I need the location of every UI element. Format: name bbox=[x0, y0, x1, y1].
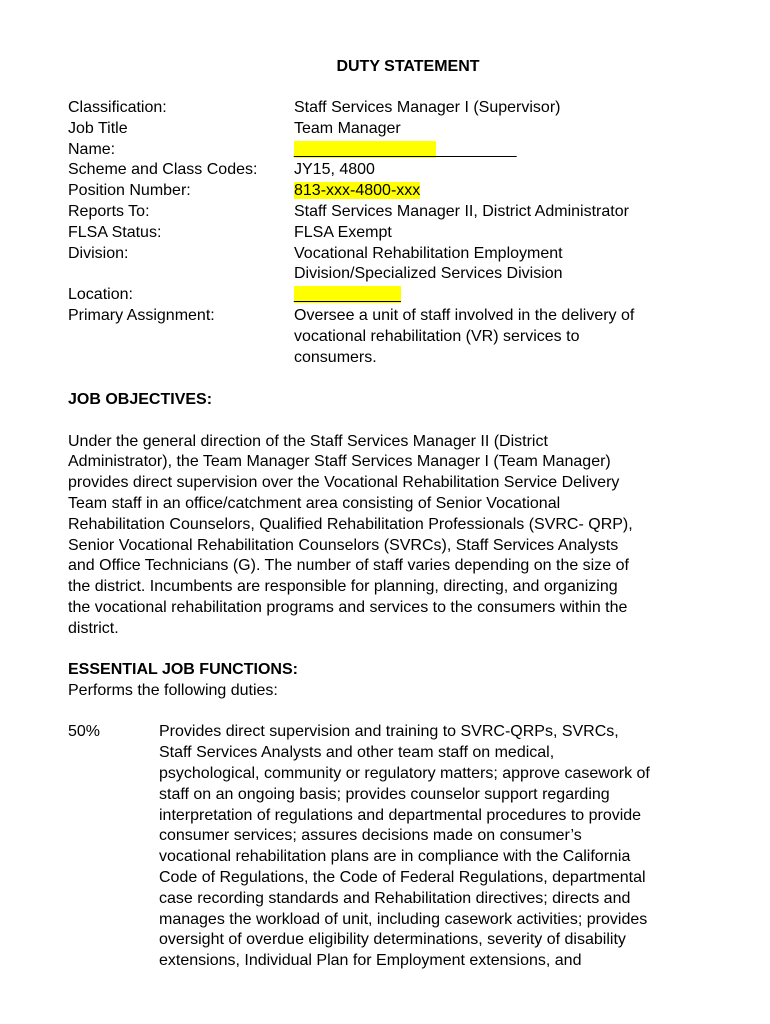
name-blank-rest: _________ bbox=[436, 140, 517, 158]
duty-percent: 50% bbox=[68, 723, 101, 741]
paragraph-line: and Office Technicians (G). The number of staff varies depending on the size of bbox=[68, 557, 629, 575]
location-blank: ____________ bbox=[294, 286, 401, 304]
field-value-cont: Division/Specialized Services Division bbox=[294, 265, 563, 283]
paragraph-line: district. bbox=[68, 619, 119, 637]
field-label: Reports To: bbox=[68, 202, 150, 220]
paragraph-line: provides direct supervision over the Vocational Rehabilitation Service Delivery bbox=[68, 474, 620, 492]
job-info-table bbox=[68, 98, 708, 368]
field-label: Scheme and Class Codes: bbox=[68, 161, 258, 179]
name-blank-highlighted: ________________ bbox=[294, 140, 437, 158]
field-value: FLSA Exempt bbox=[294, 223, 392, 241]
paragraph-line: Administrator), the Team Manager Staff Services Manager I (Team Manager) bbox=[68, 453, 611, 471]
field-primary-assignment bbox=[68, 306, 708, 368]
duty-line: manages the workload of unit, including casework activities; provides bbox=[159, 910, 648, 928]
field-location bbox=[68, 285, 708, 306]
field-division bbox=[68, 244, 708, 286]
essential-functions-section bbox=[68, 660, 708, 972]
field-label: Job Title bbox=[68, 119, 128, 137]
duty-line: consumer services; assures decisions made on consumer’s bbox=[159, 827, 582, 845]
duty-line: case recording standards and Rehabilitation directives; directs and bbox=[159, 889, 631, 907]
duty-line: Provides direct supervision and training to SVRC-QRPs, SVRCs, bbox=[159, 723, 619, 741]
field-label: Primary Assignment: bbox=[68, 306, 215, 324]
field-value: Team Manager bbox=[294, 119, 401, 137]
job-objectives-paragraph bbox=[68, 432, 708, 640]
paragraph-line: the vocational rehabilitation programs and services to the consumers within the bbox=[68, 598, 628, 616]
duty-description bbox=[159, 722, 708, 972]
field-value: Staff Services Manager II, District Administrator bbox=[294, 202, 629, 220]
field-label: Division: bbox=[68, 244, 129, 262]
field-label: Name: bbox=[68, 140, 116, 158]
field-label: Position Number: bbox=[68, 182, 191, 200]
essential-functions-subtitle: Performs the following duties: bbox=[68, 681, 278, 699]
paragraph-line: Rehabilitation Counselors, Qualified Rehabilitation Professionals (SVRC- QRP), bbox=[68, 515, 633, 533]
field-label: Classification: bbox=[68, 99, 167, 116]
name-blank bbox=[294, 140, 708, 161]
field-value: JY15, 4800 bbox=[294, 161, 375, 179]
job-objectives-section bbox=[68, 390, 708, 640]
field-name bbox=[68, 140, 708, 161]
field-job-title bbox=[68, 119, 708, 140]
field-label: FLSA Status: bbox=[68, 223, 162, 241]
position-number-value: 813-xxx-4800-xxx bbox=[294, 182, 421, 200]
duty-line: Staff Services Analysts and other team staff on medical, bbox=[159, 744, 555, 762]
duty-line: staff on an ongoing basis; provides counselor support regarding bbox=[159, 785, 610, 803]
duty-line: vocational rehabilitation plans are in compliance with the California bbox=[159, 848, 631, 866]
field-value: Oversee a unit of staff involved in the delivery of bbox=[294, 306, 635, 324]
paragraph-line: Senior Vocational Rehabilitation Counselors (SVRCs), Staff Services Analysts bbox=[68, 536, 619, 554]
duty-line: oversight of overdue eligibility determinations, severity of disability bbox=[159, 931, 626, 949]
duty-line: Code of Regulations, the Code of Federal Regulations, departmental bbox=[159, 868, 646, 886]
paragraph-line: the district. Incumbents are responsible for planning, directing, and organizing bbox=[68, 578, 618, 596]
paragraph-line: Team staff in an office/catchment area consisting of Senior Vocational bbox=[68, 494, 561, 512]
field-value: Vocational Rehabilitation Employment bbox=[294, 244, 563, 262]
field-value-cont: vocational rehabilitation (VR) services to bbox=[294, 327, 580, 345]
duty-line: interpretation of regulations and departmental procedures to provide bbox=[159, 806, 642, 824]
field-flsa-status bbox=[68, 223, 708, 244]
field-reports-to bbox=[68, 202, 708, 223]
document-title: DUTY STATEMENT bbox=[336, 58, 480, 75]
field-value-cont: consumers. bbox=[294, 348, 377, 366]
field-value: Staff Services Manager I (Supervisor) bbox=[294, 99, 561, 116]
paragraph-line: Under the general direction of the Staff Services Manager II (District bbox=[68, 432, 548, 450]
essential-functions-heading: ESSENTIAL JOB FUNCTIONS: bbox=[68, 661, 298, 678]
field-label: Location: bbox=[68, 286, 133, 304]
field-scheme-codes bbox=[68, 160, 708, 181]
job-objectives-heading: JOB OBJECTIVES: bbox=[68, 391, 213, 408]
duty-item bbox=[68, 722, 708, 972]
duty-line: extensions, Individual Plan for Employment extensions, and bbox=[159, 952, 582, 970]
duty-line: psychological, community or regulatory matters; approve casework of bbox=[159, 764, 650, 782]
field-position-number bbox=[68, 181, 708, 202]
field-classification bbox=[68, 98, 708, 119]
